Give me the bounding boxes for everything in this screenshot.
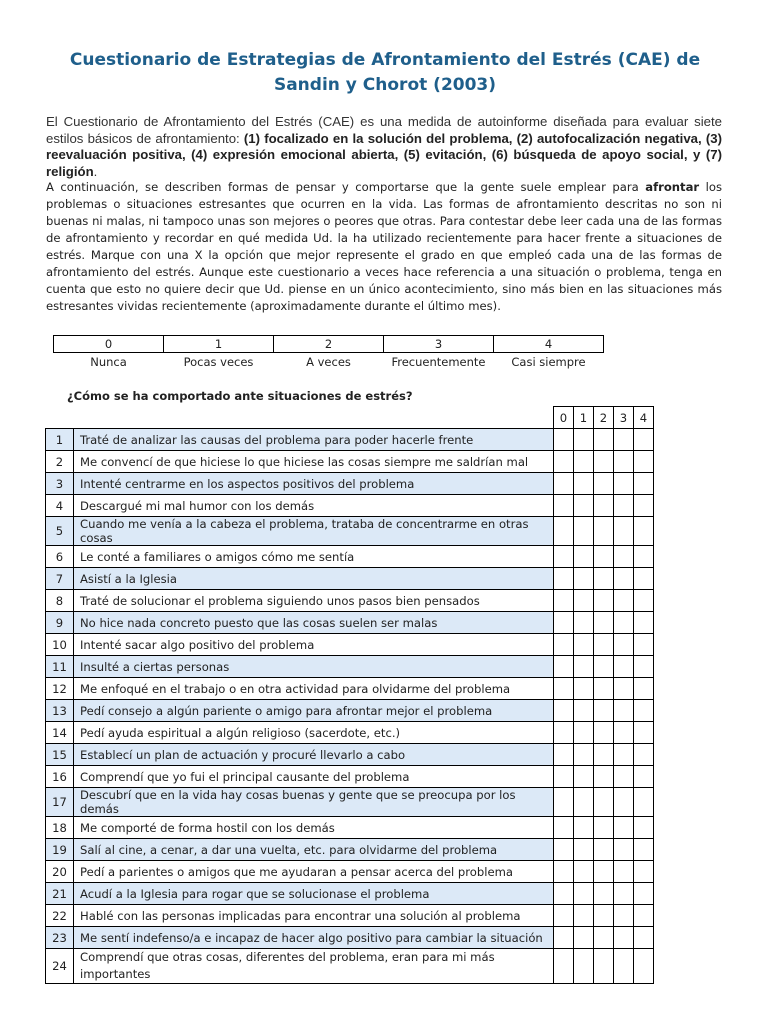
answer-cell[interactable] [594, 722, 614, 744]
table-row [46, 744, 654, 766]
item-number: 16 [46, 766, 74, 788]
answer-cell[interactable] [634, 722, 654, 744]
item-text: Pedí consejo a algún pariente o amigo para afrontar mejor el problema [74, 700, 554, 722]
intro-paragraph [46, 114, 722, 180]
answer-cell[interactable] [554, 817, 574, 839]
answer-cell[interactable] [614, 612, 634, 634]
answer-cell[interactable] [614, 678, 634, 700]
answer-cell[interactable] [554, 517, 574, 546]
answer-cell[interactable] [634, 612, 654, 634]
answer-cell[interactable] [614, 744, 634, 766]
answer-cell[interactable] [574, 612, 594, 634]
answer-cell[interactable] [594, 656, 614, 678]
answer-cell[interactable] [594, 473, 614, 495]
item-number: 11 [46, 656, 74, 678]
answer-cell[interactable] [594, 949, 614, 984]
answer-cell[interactable] [614, 590, 634, 612]
table-row [46, 861, 654, 883]
table-row [46, 429, 654, 451]
table-row [46, 612, 654, 634]
scale-label: Casi siempre [511, 355, 586, 369]
answer-cell[interactable] [614, 722, 634, 744]
answer-cell[interactable] [614, 700, 634, 722]
table-row [46, 634, 654, 656]
answer-cell[interactable] [574, 678, 594, 700]
answer-cell[interactable] [614, 861, 634, 883]
item-number: 2 [46, 451, 74, 473]
item-text: Pedí ayuda espiritual a algún religioso (sacerdote, etc.) [74, 722, 554, 744]
item-text: Me convencí de que hiciese lo que hiciese las cosas siempre me saldrían mal [74, 451, 554, 473]
table-row [46, 700, 654, 722]
answer-cell[interactable] [574, 634, 594, 656]
answer-cell[interactable] [594, 883, 614, 905]
answer-cell[interactable] [614, 905, 634, 927]
table-row [46, 722, 654, 744]
answer-cell[interactable] [594, 517, 614, 546]
answer-cell[interactable] [614, 546, 634, 568]
answer-cell[interactable] [554, 927, 574, 949]
item-text: Salí al cine, a cenar, a dar una vuelta, etc. para olvidarme del problema [74, 839, 554, 861]
item-number: 12 [46, 678, 74, 700]
item-number: 1 [46, 429, 74, 451]
answer-cell[interactable] [554, 473, 574, 495]
answer-cell[interactable] [574, 546, 594, 568]
item-text: Me enfoqué en el trabajo o en otra actividad para olvidarme del problema [74, 678, 554, 700]
intro-end: . [93, 163, 98, 179]
item-text: Intenté sacar algo positivo del problema [74, 634, 554, 656]
scale-label: A veces [306, 355, 351, 369]
scale-label: Nunca [90, 355, 127, 369]
intro-lead: El Cuestionario de Afrontamiento del Estrés (CAE) es una medida de autoinforme diseñada para evaluar siete estilos básicos de afrontamiento: [46, 114, 722, 146]
answer-cell[interactable] [554, 656, 574, 678]
answer-cell[interactable] [574, 861, 594, 883]
item-number: 13 [46, 700, 74, 722]
answer-cell[interactable] [554, 722, 574, 744]
answer-cell[interactable] [634, 883, 654, 905]
item-number: 17 [46, 788, 74, 817]
column-header: 3 [614, 407, 634, 429]
answer-cell[interactable] [554, 788, 574, 817]
answer-cell[interactable] [554, 700, 574, 722]
answer-cell[interactable] [574, 656, 594, 678]
answer-cell[interactable] [594, 744, 614, 766]
column-header: 4 [634, 407, 654, 429]
answer-cell[interactable] [594, 905, 614, 927]
item-text: Traté de solucionar el problema siguiendo unos pasos bien pensados [74, 590, 554, 612]
item-number: 5 [46, 517, 74, 546]
answer-cell[interactable] [594, 546, 614, 568]
item-number: 19 [46, 839, 74, 861]
answer-cell[interactable] [554, 429, 574, 451]
answer-cell[interactable] [594, 817, 614, 839]
item-text: Cuando me venía a la cabeza el problema, trataba de concentrarme en otras cosas [74, 517, 554, 546]
answer-cell[interactable] [614, 495, 634, 517]
scale-value: 4 [494, 336, 604, 353]
item-text: Descargué mi mal humor con los demás [74, 495, 554, 517]
answer-cell[interactable] [594, 429, 614, 451]
item-number: 7 [46, 568, 74, 590]
table-row [46, 590, 654, 612]
item-text: Intenté centrarme en los aspectos positivos del problema [74, 473, 554, 495]
column-header: 2 [594, 407, 614, 429]
answer-cell[interactable] [614, 517, 634, 546]
answer-cell[interactable] [574, 590, 594, 612]
answer-cell[interactable] [614, 656, 634, 678]
item-number: 10 [46, 634, 74, 656]
item-number: 9 [46, 612, 74, 634]
item-text: Comprendí que yo fui el principal causante del problema [74, 766, 554, 788]
answer-cell[interactable] [634, 839, 654, 861]
answer-cell[interactable] [614, 927, 634, 949]
scale-value: 0 [54, 336, 164, 353]
column-header: 0 [554, 407, 574, 429]
answer-cell[interactable] [634, 744, 654, 766]
answer-cell[interactable] [554, 861, 574, 883]
answer-cell[interactable] [554, 451, 574, 473]
items-table [45, 406, 654, 984]
answer-cell[interactable] [634, 905, 654, 927]
answer-cell[interactable] [634, 495, 654, 517]
answer-cell[interactable] [574, 766, 594, 788]
answer-cell[interactable] [554, 590, 574, 612]
answer-cell[interactable] [614, 883, 634, 905]
item-text: Me sentí indefenso/a e incapaz de hacer algo positivo para cambiar la situación [74, 927, 554, 949]
answer-cell[interactable] [554, 744, 574, 766]
answer-cell[interactable] [554, 546, 574, 568]
answer-cell[interactable] [614, 788, 634, 817]
answer-cell[interactable] [634, 678, 654, 700]
header-blank [74, 407, 554, 429]
answer-cell[interactable] [554, 495, 574, 517]
answer-cell[interactable] [574, 429, 594, 451]
scale-label: Pocas veces [183, 355, 254, 369]
instructions-bold: afrontar [645, 180, 700, 194]
item-number: 22 [46, 905, 74, 927]
answer-cell[interactable] [634, 451, 654, 473]
item-number: 21 [46, 883, 74, 905]
answer-cell[interactable] [594, 568, 614, 590]
answer-cell[interactable] [574, 817, 594, 839]
answer-cell[interactable] [634, 473, 654, 495]
header-row [46, 407, 654, 429]
answer-cell[interactable] [634, 700, 654, 722]
item-text: Le conté a familiares o amigos cómo me sentía [74, 546, 554, 568]
instructions-after: los problemas o situaciones estresantes que ocurren en la vida. Las formas de afrontamiento descritas no son ni buenas ni malas, ni tampoco unas son mejores o peores que otras. Para contestar debe leer cada una de las formas de afrontamiento y recordar en qué medida Ud. la ha utilizado recientemente para hacer frente a situaciones de estrés. Marque con una X la opción que mejor represente el grado en que empleó cada una de las formas de afrontamiento del estrés. Aunque este cuestionario a veces hace referencia a una situación o problema, tenga en cuenta que esto no quiere decir que Ud. piense en un único acontecimiento, sino más bien en las situaciones más estresantes vividas recientemente (aproximadamente durante el último mes). [46, 180, 722, 313]
answer-cell[interactable] [634, 590, 654, 612]
answer-cell[interactable] [594, 788, 614, 817]
table-row [46, 473, 654, 495]
answer-cell[interactable] [594, 451, 614, 473]
item-text: Me comporté de forma hostil con los demás [74, 817, 554, 839]
table-row [46, 656, 654, 678]
answer-cell[interactable] [554, 839, 574, 861]
table-row [46, 788, 654, 817]
answer-cell[interactable] [614, 949, 634, 984]
item-text: Acudí a la Iglesia para rogar que se solucionase el problema [74, 883, 554, 905]
scale-value: 2 [274, 336, 384, 353]
item-number: 4 [46, 495, 74, 517]
answer-cell[interactable] [634, 634, 654, 656]
section-question: ¿Cómo se ha comportado ante situaciones de estrés? [67, 389, 413, 403]
scale-value: 1 [164, 336, 274, 353]
table-row [46, 678, 654, 700]
page-title: Cuestionario de Estrategias de Afrontamiento del Estrés (CAE) de Sandin y Chorot (2003) [69, 50, 701, 95]
table-row [46, 451, 654, 473]
column-header: 1 [574, 407, 594, 429]
item-text: No hice nada concreto puesto que las cosas suelen ser malas [74, 612, 554, 634]
answer-cell[interactable] [594, 861, 614, 883]
answer-cell[interactable] [634, 517, 654, 546]
item-text: Asistí a la Iglesia [74, 568, 554, 590]
answer-cell[interactable] [554, 949, 574, 984]
table-row [46, 766, 654, 788]
answer-cell[interactable] [574, 839, 594, 861]
answer-cell[interactable] [614, 429, 634, 451]
answer-cell[interactable] [634, 546, 654, 568]
answer-cell[interactable] [594, 634, 614, 656]
answer-cell[interactable] [594, 700, 614, 722]
answer-cell[interactable] [594, 495, 614, 517]
answer-cell[interactable] [614, 817, 634, 839]
item-text: Descubrí que en la vida hay cosas buenas y gente que se preocupa por los demás [74, 788, 554, 817]
answer-cell[interactable] [614, 766, 634, 788]
answer-cell[interactable] [634, 861, 654, 883]
item-number: 20 [46, 861, 74, 883]
answer-cell[interactable] [634, 927, 654, 949]
scale-value: 3 [384, 336, 494, 353]
answer-cell[interactable] [554, 568, 574, 590]
answer-cell[interactable] [554, 634, 574, 656]
intro-styles: (1) focalizado en la solución del problema, (2) autofocalización negativa, (3) reevaluación positiva, (4) expresión emocional abierta, (5) evitación, (6) búsqueda de apoyo social, y (7) religión [46, 130, 722, 179]
answer-cell[interactable] [574, 788, 594, 817]
item-text: Comprendí que otras cosas, diferentes del problema, eran para mi más importantes [74, 949, 554, 984]
item-number: 15 [46, 744, 74, 766]
answer-cell[interactable] [574, 722, 594, 744]
answer-cell[interactable] [554, 766, 574, 788]
answer-cell[interactable] [594, 612, 614, 634]
answer-cell[interactable] [554, 883, 574, 905]
answer-cell[interactable] [554, 612, 574, 634]
scale-label: Frecuentemente [391, 355, 486, 369]
answer-cell[interactable] [634, 766, 654, 788]
answer-cell[interactable] [594, 766, 614, 788]
answer-cell[interactable] [594, 678, 614, 700]
table-row [46, 839, 654, 861]
table-row [46, 495, 654, 517]
table-row [46, 568, 654, 590]
table-row [46, 949, 654, 984]
header-blank [46, 407, 74, 429]
answer-cell[interactable] [594, 590, 614, 612]
answer-cell[interactable] [574, 517, 594, 546]
item-number: 14 [46, 722, 74, 744]
answer-cell[interactable] [614, 634, 634, 656]
table-row [46, 517, 654, 546]
answer-cell[interactable] [614, 568, 634, 590]
answer-cell[interactable] [574, 700, 594, 722]
table-row [46, 883, 654, 905]
answer-cell[interactable] [594, 839, 614, 861]
item-number: 8 [46, 590, 74, 612]
response-scale [53, 335, 604, 371]
table-row [46, 817, 654, 839]
answer-cell[interactable] [574, 949, 594, 984]
answer-cell[interactable] [554, 678, 574, 700]
item-text: Hablé con las personas implicadas para encontrar una solución al problema [74, 905, 554, 927]
item-text: Traté de analizar las causas del problema para poder hacerle frente [74, 429, 554, 451]
item-number: 23 [46, 927, 74, 949]
answer-cell[interactable] [634, 788, 654, 817]
answer-cell[interactable] [614, 451, 634, 473]
answer-cell[interactable] [634, 817, 654, 839]
answer-cell[interactable] [614, 839, 634, 861]
answer-cell[interactable] [574, 568, 594, 590]
table-row [46, 927, 654, 949]
item-number: 24 [46, 949, 74, 984]
item-text: Establecí un plan de actuación y procuré llevarlo a cabo [74, 744, 554, 766]
answer-cell[interactable] [574, 495, 594, 517]
answer-cell[interactable] [574, 883, 594, 905]
item-number: 6 [46, 546, 74, 568]
answer-cell[interactable] [574, 927, 594, 949]
answer-cell[interactable] [554, 905, 574, 927]
answer-cell[interactable] [634, 568, 654, 590]
table-row [46, 546, 654, 568]
answer-cell[interactable] [594, 927, 614, 949]
table-row [46, 905, 654, 927]
item-number: 3 [46, 473, 74, 495]
item-text: Insulté a ciertas personas [74, 656, 554, 678]
item-text: Pedí a parientes o amigos que me ayudaran a pensar acerca del problema [74, 861, 554, 883]
answer-cell[interactable] [574, 473, 594, 495]
answer-cell[interactable] [574, 451, 594, 473]
answer-cell[interactable] [614, 473, 634, 495]
answer-cell[interactable] [574, 905, 594, 927]
item-number: 18 [46, 817, 74, 839]
answer-cell[interactable] [634, 656, 654, 678]
instructions-before: A continuación, se describen formas de pensar y comportarse que la gente suele emplear para [46, 180, 646, 194]
answer-cell[interactable] [574, 744, 594, 766]
answer-cell[interactable] [634, 429, 654, 451]
instructions-paragraph [46, 179, 722, 315]
answer-cell[interactable] [634, 949, 654, 984]
